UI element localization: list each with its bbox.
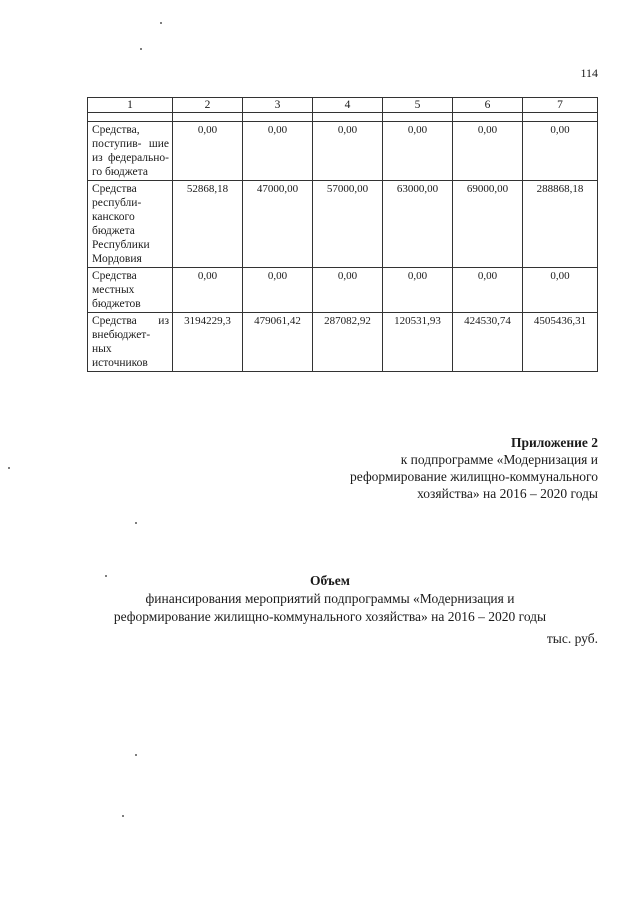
value-cell: 120531,93: [383, 313, 453, 372]
table-row: [88, 313, 598, 372]
appendix-block: [298, 434, 598, 502]
table-row: [88, 268, 598, 313]
document-subtitle-line: реформирование жилищно-коммунального хозяйства» на 2016 – 2020 годы: [113, 609, 547, 624]
appendix-line: к подпрограмме «Модернизация и: [400, 452, 598, 467]
value-cell: 287082,92: [313, 313, 383, 372]
financing-table: [87, 97, 598, 372]
table-spacer-row: [88, 113, 598, 122]
document-heading: Объем: [310, 573, 350, 588]
appendix-title: Приложение 2: [510, 435, 598, 450]
value-cell: 52868,18: [173, 181, 243, 268]
row-label: Средства, поступив- шие из федерально- го бюджета: [88, 122, 173, 181]
value-cell: 0,00: [453, 268, 523, 313]
scan-speck: [160, 22, 162, 24]
row-label: Средства республи- канского бюджета Республики Мордовия: [88, 181, 173, 268]
value-cell: 0,00: [173, 122, 243, 181]
header-cell: 4: [313, 98, 383, 113]
header-cell: 7: [523, 98, 598, 113]
value-cell: 0,00: [523, 268, 598, 313]
value-cell: 0,00: [243, 268, 313, 313]
table-header-row: [88, 98, 598, 113]
document-subtitle-line: финансирования мероприятий подпрограммы «Модернизация и: [145, 591, 515, 606]
header-cell: 5: [383, 98, 453, 113]
value-cell: 0,00: [173, 268, 243, 313]
scan-speck: [135, 754, 137, 756]
value-cell: 57000,00: [313, 181, 383, 268]
value-cell: 63000,00: [383, 181, 453, 268]
value-cell: 0,00: [313, 268, 383, 313]
table-row: [88, 122, 598, 181]
value-cell: 0,00: [383, 122, 453, 181]
scan-speck: [135, 522, 137, 524]
value-cell: 424530,74: [453, 313, 523, 372]
scan-speck: [105, 575, 107, 577]
table-row: [88, 181, 598, 268]
value-cell: 4505436,31: [523, 313, 598, 372]
header-cell: 6: [453, 98, 523, 113]
row-label: Средства из внебюджет- ных источников: [88, 313, 173, 372]
value-cell: 69000,00: [453, 181, 523, 268]
value-cell: 47000,00: [243, 181, 313, 268]
value-cell: 0,00: [383, 268, 453, 313]
value-cell: 0,00: [523, 122, 598, 181]
document-title-block: [60, 572, 600, 626]
value-cell: 0,00: [243, 122, 313, 181]
header-cell: 3: [243, 98, 313, 113]
value-cell: 288868,18: [523, 181, 598, 268]
appendix-line: реформирование жилищно-коммунального: [350, 469, 598, 484]
scan-speck: [8, 467, 10, 469]
appendix-line: хозяйства» на 2016 – 2020 годы: [417, 486, 598, 501]
header-cell: 2: [173, 98, 243, 113]
value-cell: 0,00: [313, 122, 383, 181]
scan-speck: [122, 815, 124, 817]
value-cell: 3194229,3: [173, 313, 243, 372]
units-label: тыс. руб.: [546, 631, 598, 646]
page-number: 114: [580, 66, 598, 80]
row-label: Средства местных бюджетов: [88, 268, 173, 313]
value-cell: 479061,42: [243, 313, 313, 372]
value-cell: 0,00: [453, 122, 523, 181]
scan-speck: [140, 48, 142, 50]
header-cell: 1: [88, 98, 173, 113]
